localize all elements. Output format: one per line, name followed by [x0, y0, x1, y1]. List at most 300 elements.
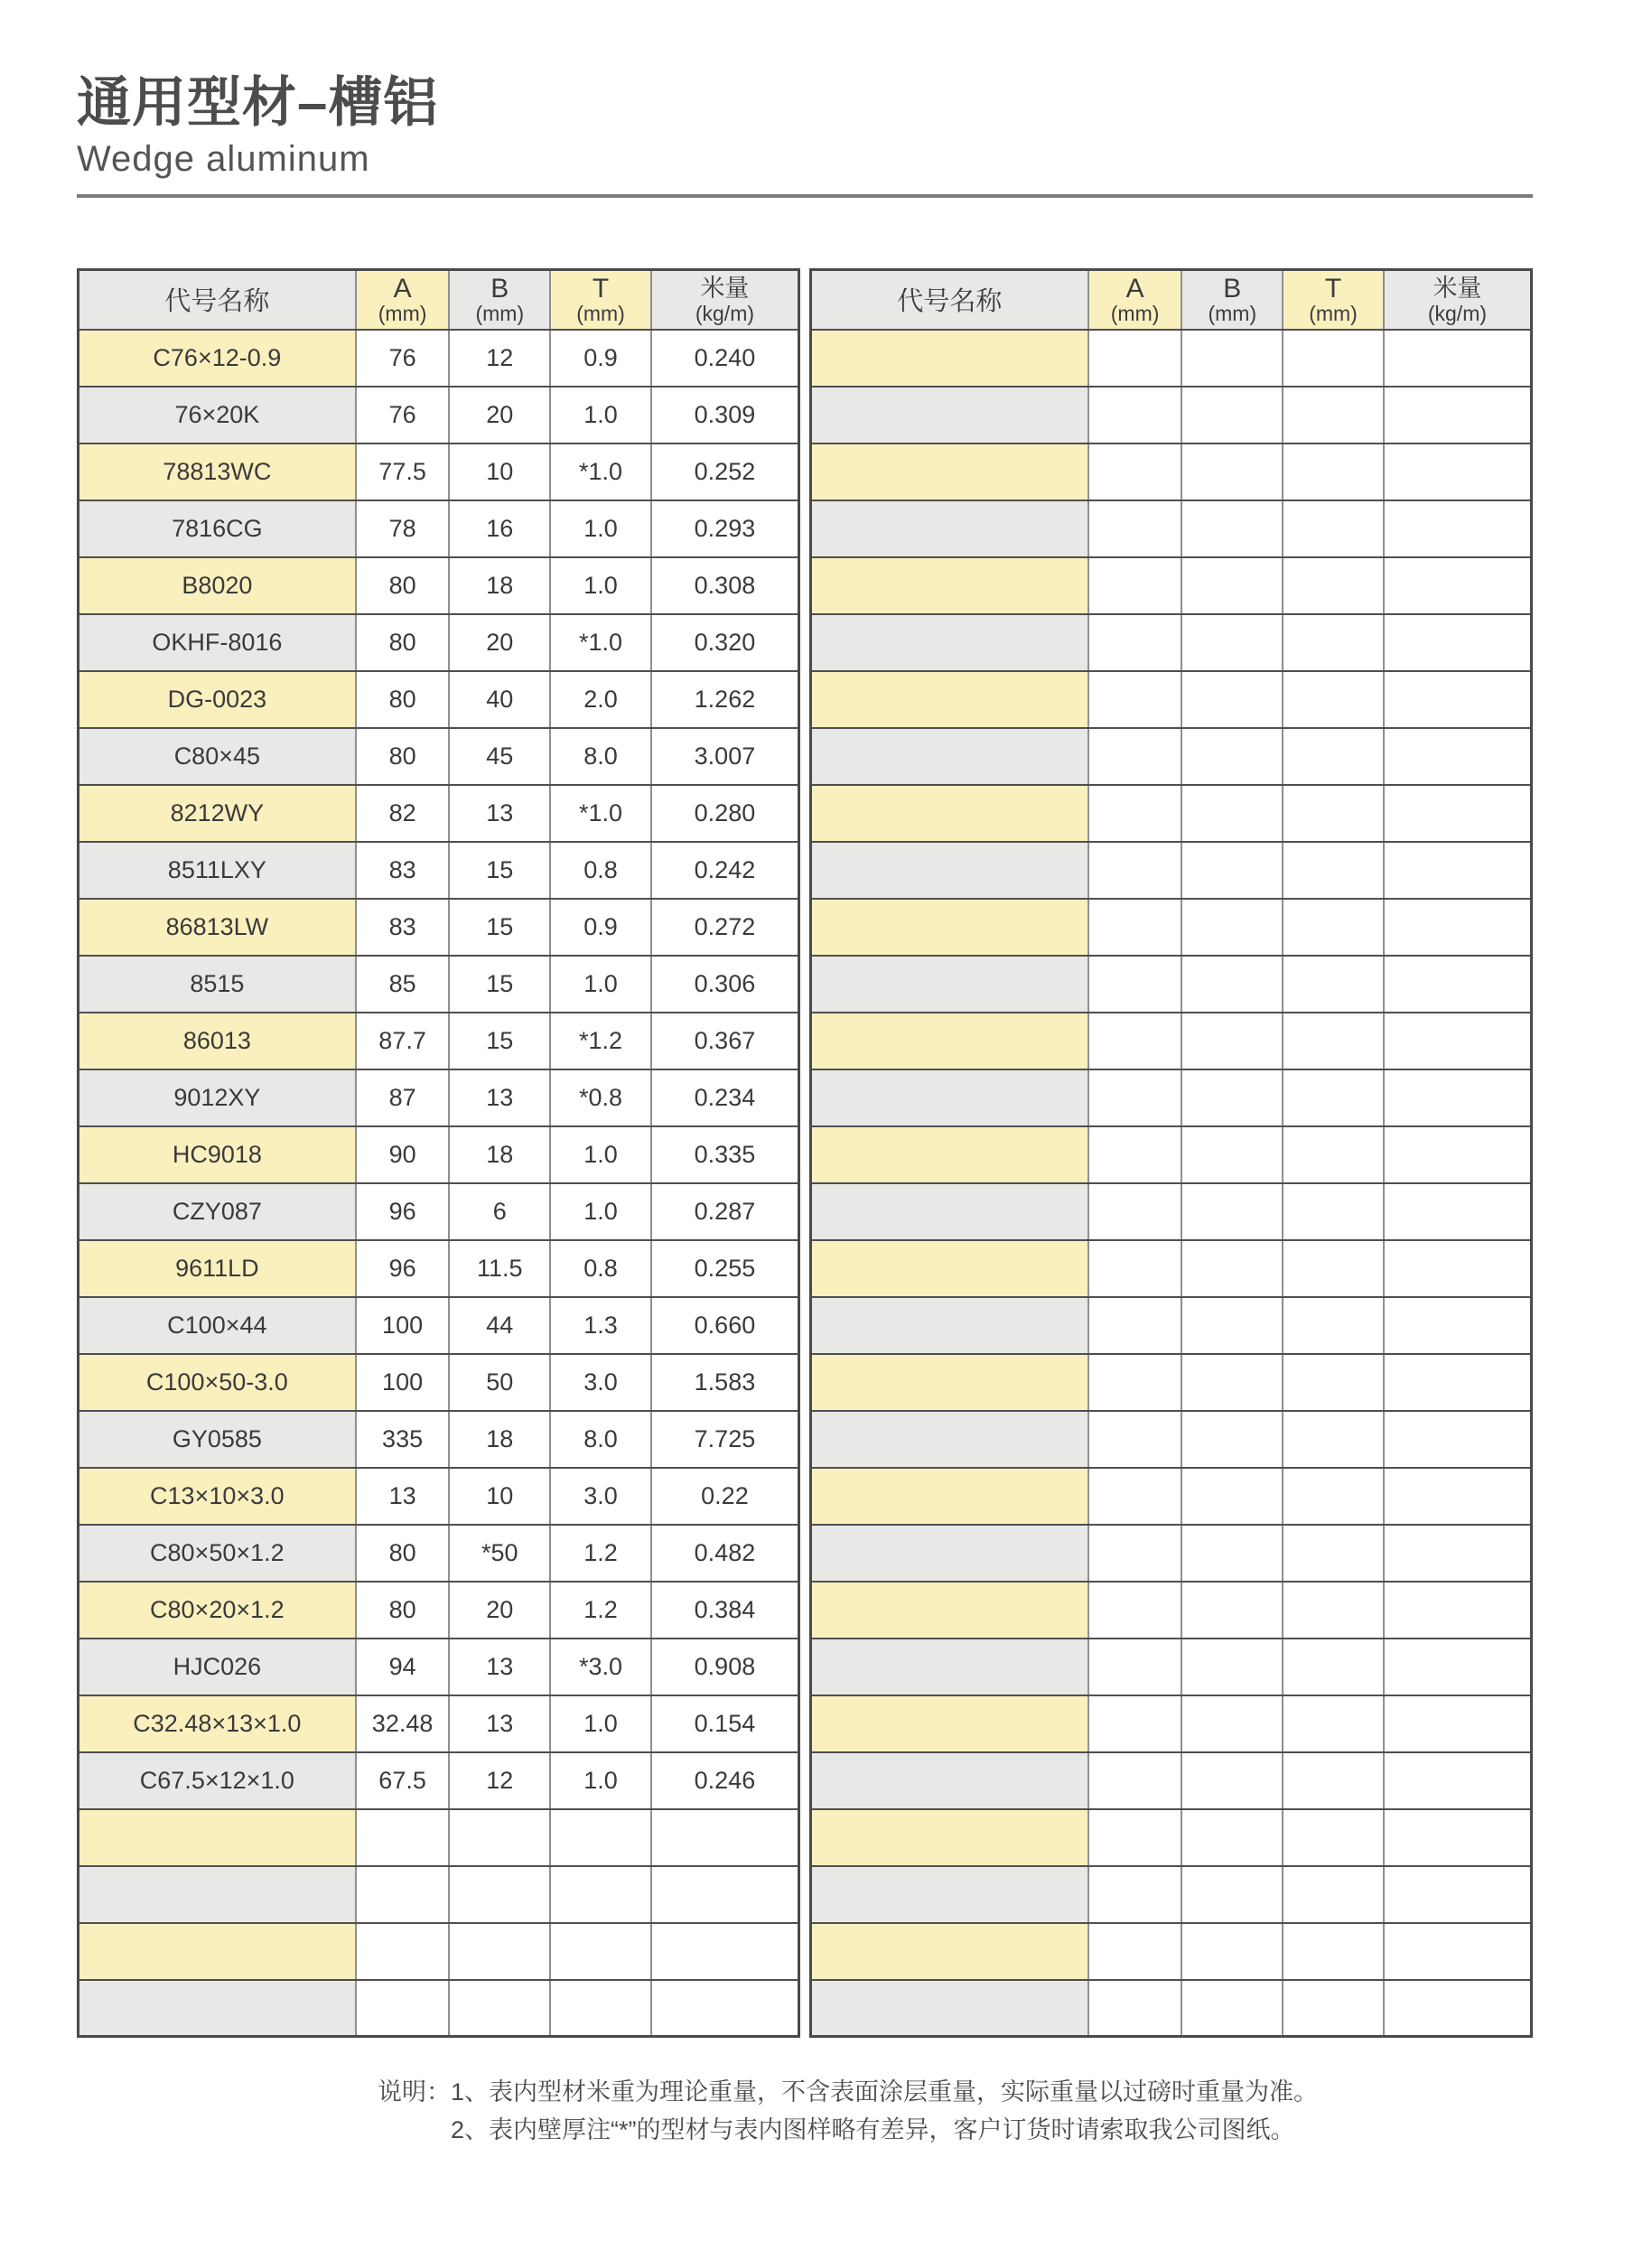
table-row	[811, 387, 1532, 444]
col-header-a	[1088, 270, 1182, 330]
spec-tables	[77, 268, 1533, 2038]
col-header-b	[1181, 270, 1283, 330]
b-value-cell	[1181, 1752, 1283, 1809]
t-value-cell	[1283, 899, 1384, 956]
page-subtitle: Wedge aluminum	[77, 139, 370, 179]
b-value-cell	[449, 1866, 550, 1923]
profile-code-cell	[811, 1354, 1088, 1411]
a-value-cell	[1088, 842, 1182, 899]
b-value-cell: 44	[449, 1297, 550, 1354]
notes	[378, 2074, 1318, 2150]
table-row	[79, 1126, 799, 1183]
m-value-cell	[1384, 1354, 1532, 1411]
a-value-cell: 67.5	[356, 1752, 450, 1809]
b-value-cell	[1181, 1695, 1283, 1752]
t-value-cell	[1283, 1468, 1384, 1525]
m-value-cell	[1384, 614, 1532, 671]
m-value-cell	[651, 1809, 799, 1866]
b-value-cell: 45	[449, 728, 550, 785]
b-value-cell: 15	[449, 899, 550, 956]
b-value-cell: 50	[449, 1354, 550, 1411]
note-line-1: 1、表内型材米重为理论重量，不含表面涂层重量，实际重量以过磅时重量为准。	[451, 2078, 1319, 2106]
header-row	[811, 270, 1532, 330]
b-value-cell: 6	[449, 1183, 550, 1240]
m-value-cell: 0.240	[651, 330, 799, 387]
t-value-cell: 0.9	[550, 330, 651, 387]
m-value-cell	[1384, 1468, 1532, 1525]
t-value-cell: 0.8	[550, 1240, 651, 1297]
t-value-cell: 1.0	[550, 557, 651, 614]
m-value-cell	[1384, 728, 1532, 785]
t-value-cell: 1.0	[550, 500, 651, 557]
t-value-cell: 1.2	[550, 1582, 651, 1639]
t-value-cell	[1283, 671, 1384, 728]
table-row	[811, 1468, 1532, 1525]
col-header-a-symbol: A	[1125, 273, 1144, 303]
b-value-cell	[1181, 330, 1283, 387]
table-row	[811, 1923, 1532, 1980]
b-value-cell: 15	[449, 956, 550, 1013]
t-value-cell	[1283, 500, 1384, 557]
b-value-cell: 18	[449, 557, 550, 614]
a-value-cell: 77.5	[356, 444, 450, 500]
table-row	[79, 444, 799, 500]
a-value-cell	[1088, 1809, 1182, 1866]
m-value-cell: 0.308	[651, 557, 799, 614]
b-value-cell	[1181, 899, 1283, 956]
profile-code-cell: C32.48×13×1.0	[79, 1695, 356, 1752]
a-value-cell	[1088, 614, 1182, 671]
a-value-cell: 83	[356, 899, 450, 956]
m-value-cell	[1384, 444, 1532, 500]
t-value-cell	[1283, 842, 1384, 899]
profile-code-cell: 78813WC	[79, 444, 356, 500]
a-value-cell	[1088, 1639, 1182, 1695]
table-row	[811, 1126, 1532, 1183]
table-row	[811, 1240, 1532, 1297]
b-value-cell	[449, 1923, 550, 1980]
a-value-cell: 80	[356, 1525, 450, 1582]
table-row	[811, 500, 1532, 557]
col-header-a-unit: (mm)	[1110, 302, 1160, 326]
spec-table-left	[77, 268, 800, 2038]
col-header-t	[1283, 270, 1384, 330]
b-value-cell	[1181, 1525, 1283, 1582]
table-row	[79, 671, 799, 728]
table-row	[79, 1354, 799, 1411]
profile-code-cell	[811, 614, 1088, 671]
table-row	[79, 1639, 799, 1695]
t-value-cell: 1.0	[550, 1183, 651, 1240]
b-value-cell	[1181, 1126, 1283, 1183]
table-row	[79, 1752, 799, 1809]
b-value-cell	[1181, 444, 1283, 500]
t-value-cell	[1283, 785, 1384, 842]
m-value-cell: 0.22	[651, 1468, 799, 1525]
m-value-cell: 0.306	[651, 956, 799, 1013]
t-value-cell	[1283, 1639, 1384, 1695]
table-row	[811, 671, 1532, 728]
b-value-cell	[1181, 1240, 1283, 1297]
profile-code-cell	[811, 1013, 1088, 1069]
b-value-cell: 13	[449, 1695, 550, 1752]
table-row	[811, 1980, 1532, 2037]
a-value-cell: 76	[356, 387, 450, 444]
table-row	[79, 1240, 799, 1297]
col-header-m-symbol: 米量	[1433, 274, 1482, 302]
t-value-cell: *1.0	[550, 444, 651, 500]
b-value-cell	[1181, 1809, 1283, 1866]
a-value-cell	[1088, 1468, 1182, 1525]
m-value-cell: 0.246	[651, 1752, 799, 1809]
m-value-cell: 0.367	[651, 1013, 799, 1069]
t-value-cell: 3.0	[550, 1354, 651, 1411]
col-header-a-symbol: A	[393, 273, 412, 303]
a-value-cell	[1088, 1582, 1182, 1639]
col-header-m-symbol: 米量	[700, 274, 750, 302]
profile-code-cell	[811, 728, 1088, 785]
profile-code-cell	[811, 1582, 1088, 1639]
page-title: 通用型材–槽铝	[77, 72, 439, 133]
a-value-cell: 87	[356, 1069, 450, 1126]
a-value-cell: 87.7	[356, 1013, 450, 1069]
table-row	[811, 1695, 1532, 1752]
t-value-cell: 1.3	[550, 1297, 651, 1354]
col-header-a	[356, 270, 450, 330]
m-value-cell	[1384, 1411, 1532, 1468]
profile-code-cell: HJC026	[79, 1639, 356, 1695]
m-value-cell	[1384, 387, 1532, 444]
table-row	[79, 728, 799, 785]
t-value-cell	[1283, 614, 1384, 671]
b-value-cell	[1181, 1639, 1283, 1695]
t-value-cell	[1283, 1240, 1384, 1297]
a-value-cell: 80	[356, 671, 450, 728]
profile-code-cell: DG-0023	[79, 671, 356, 728]
t-value-cell	[550, 1980, 651, 2037]
profile-code-cell	[811, 1297, 1088, 1354]
t-value-cell: *1.0	[550, 614, 651, 671]
t-value-cell: 1.0	[550, 1752, 651, 1809]
notes-label: 说明：	[378, 2078, 451, 2106]
t-value-cell	[1283, 387, 1384, 444]
m-value-cell: 0.482	[651, 1525, 799, 1582]
t-value-cell	[1283, 1582, 1384, 1639]
table-row	[811, 1525, 1532, 1582]
a-value-cell	[1088, 1980, 1182, 2037]
table-row	[79, 1525, 799, 1582]
profile-code-cell	[811, 899, 1088, 956]
b-value-cell	[1181, 728, 1283, 785]
b-value-cell	[449, 1980, 550, 2037]
a-value-cell: 32.48	[356, 1695, 450, 1752]
a-value-cell	[1088, 1695, 1182, 1752]
m-value-cell	[651, 1866, 799, 1923]
table-row	[79, 842, 799, 899]
col-header-meter-weight	[651, 270, 799, 330]
t-value-cell: 1.0	[550, 956, 651, 1013]
table-row	[79, 1582, 799, 1639]
profile-code-cell	[79, 1866, 356, 1923]
b-value-cell: 20	[449, 387, 550, 444]
profile-code-cell	[79, 1809, 356, 1866]
profile-code-cell: 86013	[79, 1013, 356, 1069]
b-value-cell	[1181, 1923, 1283, 1980]
col-header-m-unit: (kg/m)	[695, 301, 755, 325]
m-value-cell: 0.234	[651, 1069, 799, 1126]
profile-code-cell: 8511LXY	[79, 842, 356, 899]
m-value-cell	[1384, 1183, 1532, 1240]
a-value-cell	[1088, 1297, 1182, 1354]
m-value-cell: 0.293	[651, 500, 799, 557]
t-value-cell	[550, 1866, 651, 1923]
a-value-cell	[1088, 1069, 1182, 1126]
a-value-cell: 96	[356, 1183, 450, 1240]
col-header-name: 代号名称	[811, 270, 1088, 330]
m-value-cell: 3.007	[651, 728, 799, 785]
profile-code-cell	[811, 1126, 1088, 1183]
table-row	[79, 1297, 799, 1354]
profile-code-cell	[811, 444, 1088, 500]
a-value-cell	[1088, 1411, 1182, 1468]
profile-code-cell	[811, 1468, 1088, 1525]
b-value-cell	[1181, 387, 1283, 444]
table-row	[79, 1183, 799, 1240]
a-value-cell: 13	[356, 1468, 450, 1525]
t-value-cell: *0.8	[550, 1069, 651, 1126]
b-value-cell	[1181, 1411, 1283, 1468]
a-value-cell	[356, 1980, 450, 2037]
profile-code-cell	[811, 1525, 1088, 1582]
a-value-cell: 78	[356, 500, 450, 557]
table-row	[79, 1069, 799, 1126]
profile-code-cell	[811, 956, 1088, 1013]
table-row	[79, 1866, 799, 1923]
profile-code-cell: C67.5×12×1.0	[79, 1752, 356, 1809]
t-value-cell	[1283, 1013, 1384, 1069]
table-row	[811, 1639, 1532, 1695]
a-value-cell: 80	[356, 1582, 450, 1639]
profile-code-cell: 8515	[79, 956, 356, 1013]
a-value-cell	[1088, 1525, 1182, 1582]
a-value-cell	[1088, 899, 1182, 956]
profile-code-cell: 9611LD	[79, 1240, 356, 1297]
header-row	[79, 270, 799, 330]
m-value-cell	[1384, 842, 1532, 899]
profile-code-cell: 7816CG	[79, 500, 356, 557]
b-value-cell: 12	[449, 1752, 550, 1809]
col-header-t-unit: (mm)	[576, 302, 625, 326]
b-value-cell: 13	[449, 785, 550, 842]
profile-code-cell	[811, 1866, 1088, 1923]
t-value-cell: 0.9	[550, 899, 651, 956]
a-value-cell	[1088, 1183, 1182, 1240]
m-value-cell	[1384, 1809, 1532, 1866]
profile-code-cell: C100×44	[79, 1297, 356, 1354]
m-value-cell: 0.280	[651, 785, 799, 842]
m-value-cell	[1384, 671, 1532, 728]
b-value-cell	[1181, 500, 1283, 557]
table-row	[811, 1752, 1532, 1809]
col-header-b-unit: (mm)	[1208, 302, 1257, 326]
m-value-cell: 0.320	[651, 614, 799, 671]
t-value-cell: 1.0	[550, 1126, 651, 1183]
t-value-cell	[1283, 1069, 1384, 1126]
t-value-cell: 2.0	[550, 671, 651, 728]
b-value-cell: 15	[449, 1013, 550, 1069]
b-value-cell	[1181, 1013, 1283, 1069]
table-row	[811, 1866, 1532, 1923]
b-value-cell: 13	[449, 1639, 550, 1695]
profile-code-cell: OKHF-8016	[79, 614, 356, 671]
profile-code-cell: CZY087	[79, 1183, 356, 1240]
b-value-cell	[1181, 956, 1283, 1013]
m-value-cell	[1384, 1525, 1532, 1582]
a-value-cell	[1088, 956, 1182, 1013]
table-row	[79, 1923, 799, 1980]
a-value-cell	[1088, 1752, 1182, 1809]
col-header-t-symbol: T	[1324, 273, 1342, 303]
profile-code-cell: C80×50×1.2	[79, 1525, 356, 1582]
profile-code-cell	[811, 1183, 1088, 1240]
profile-code-cell	[811, 330, 1088, 387]
table-row	[811, 1411, 1532, 1468]
m-value-cell	[1384, 785, 1532, 842]
profile-code-cell	[811, 1980, 1088, 2037]
t-value-cell	[1283, 1752, 1384, 1809]
t-value-cell	[1283, 444, 1384, 500]
table-row	[811, 785, 1532, 842]
m-value-cell: 0.309	[651, 387, 799, 444]
m-value-cell: 0.908	[651, 1639, 799, 1695]
a-value-cell	[1088, 557, 1182, 614]
table-row	[811, 899, 1532, 956]
b-value-cell	[1181, 1354, 1283, 1411]
m-value-cell	[1384, 557, 1532, 614]
t-value-cell: *1.0	[550, 785, 651, 842]
m-value-cell: 0.335	[651, 1126, 799, 1183]
b-value-cell: 20	[449, 1582, 550, 1639]
profile-code-cell: C80×20×1.2	[79, 1582, 356, 1639]
m-value-cell: 0.272	[651, 899, 799, 956]
m-value-cell: 0.660	[651, 1297, 799, 1354]
b-value-cell: 18	[449, 1411, 550, 1468]
t-value-cell: 8.0	[550, 1411, 651, 1468]
b-value-cell	[1181, 1069, 1283, 1126]
m-value-cell: 1.583	[651, 1354, 799, 1411]
a-value-cell	[1088, 1240, 1182, 1297]
t-value-cell: 8.0	[550, 728, 651, 785]
b-value-cell	[1181, 614, 1283, 671]
a-value-cell: 100	[356, 1297, 450, 1354]
t-value-cell	[550, 1809, 651, 1866]
t-value-cell	[1283, 1695, 1384, 1752]
note-line-2: 2、表内壁厚注“*”的型材与表内图样略有差异，客户订货时请索取我公司图纸。	[451, 2115, 1295, 2143]
profile-code-cell	[811, 557, 1088, 614]
a-value-cell	[356, 1866, 450, 1923]
table-row	[811, 444, 1532, 500]
t-value-cell: *1.2	[550, 1013, 651, 1069]
b-value-cell: 10	[449, 444, 550, 500]
a-value-cell	[1088, 1866, 1182, 1923]
col-header-m-unit: (kg/m)	[1427, 301, 1488, 325]
table-row	[79, 1980, 799, 2037]
t-value-cell	[550, 1923, 651, 1980]
t-value-cell	[1283, 330, 1384, 387]
table-row	[811, 1069, 1532, 1126]
table-row	[811, 1354, 1532, 1411]
m-value-cell	[651, 1923, 799, 1980]
t-value-cell: 3.0	[550, 1468, 651, 1525]
table-row	[79, 614, 799, 671]
b-value-cell: 10	[449, 1468, 550, 1525]
m-value-cell	[1384, 1582, 1532, 1639]
a-value-cell: 80	[356, 614, 450, 671]
t-value-cell	[1283, 1183, 1384, 1240]
title-divider	[77, 194, 1533, 198]
table-row	[811, 1183, 1532, 1240]
profile-code-cell	[811, 1069, 1088, 1126]
col-header-b-unit: (mm)	[475, 302, 525, 326]
m-value-cell	[1384, 1923, 1532, 1980]
m-value-cell	[651, 1980, 799, 2037]
table-row	[811, 614, 1532, 671]
a-value-cell: 76	[356, 330, 450, 387]
a-value-cell: 335	[356, 1411, 450, 1468]
m-value-cell	[1384, 1069, 1532, 1126]
a-value-cell	[1088, 1923, 1182, 1980]
a-value-cell: 96	[356, 1240, 450, 1297]
m-value-cell: 1.262	[651, 671, 799, 728]
profile-code-cell	[811, 1809, 1088, 1866]
m-value-cell	[1384, 1297, 1532, 1354]
t-value-cell	[1283, 1980, 1384, 2037]
m-value-cell: 7.725	[651, 1411, 799, 1468]
profile-code-cell	[811, 1411, 1088, 1468]
b-value-cell	[1181, 1297, 1283, 1354]
m-value-cell	[1384, 330, 1532, 387]
b-value-cell: *50	[449, 1525, 550, 1582]
b-value-cell	[1181, 1980, 1283, 2037]
col-header-name: 代号名称	[79, 270, 356, 330]
profile-code-cell	[811, 1923, 1088, 1980]
m-value-cell	[1384, 1240, 1532, 1297]
t-value-cell	[1283, 728, 1384, 785]
m-value-cell: 0.384	[651, 1582, 799, 1639]
m-value-cell	[1384, 1752, 1532, 1809]
a-value-cell	[1088, 1354, 1182, 1411]
t-value-cell	[1283, 1126, 1384, 1183]
col-header-t	[550, 270, 651, 330]
col-header-b	[449, 270, 550, 330]
profile-code-cell	[79, 1980, 356, 2037]
table-row	[811, 1582, 1532, 1639]
col-header-meter-weight	[1384, 270, 1532, 330]
a-value-cell: 80	[356, 728, 450, 785]
profile-code-cell: 76×20K	[79, 387, 356, 444]
profile-code-cell: 86813LW	[79, 899, 356, 956]
b-value-cell: 13	[449, 1069, 550, 1126]
table-row	[79, 785, 799, 842]
col-header-a-unit: (mm)	[378, 302, 427, 326]
t-value-cell	[1283, 956, 1384, 1013]
a-value-cell: 90	[356, 1126, 450, 1183]
table-row	[811, 1809, 1532, 1866]
b-value-cell: 18	[449, 1126, 550, 1183]
a-value-cell	[1088, 1013, 1182, 1069]
table-row	[79, 330, 799, 387]
t-value-cell	[1283, 1923, 1384, 1980]
